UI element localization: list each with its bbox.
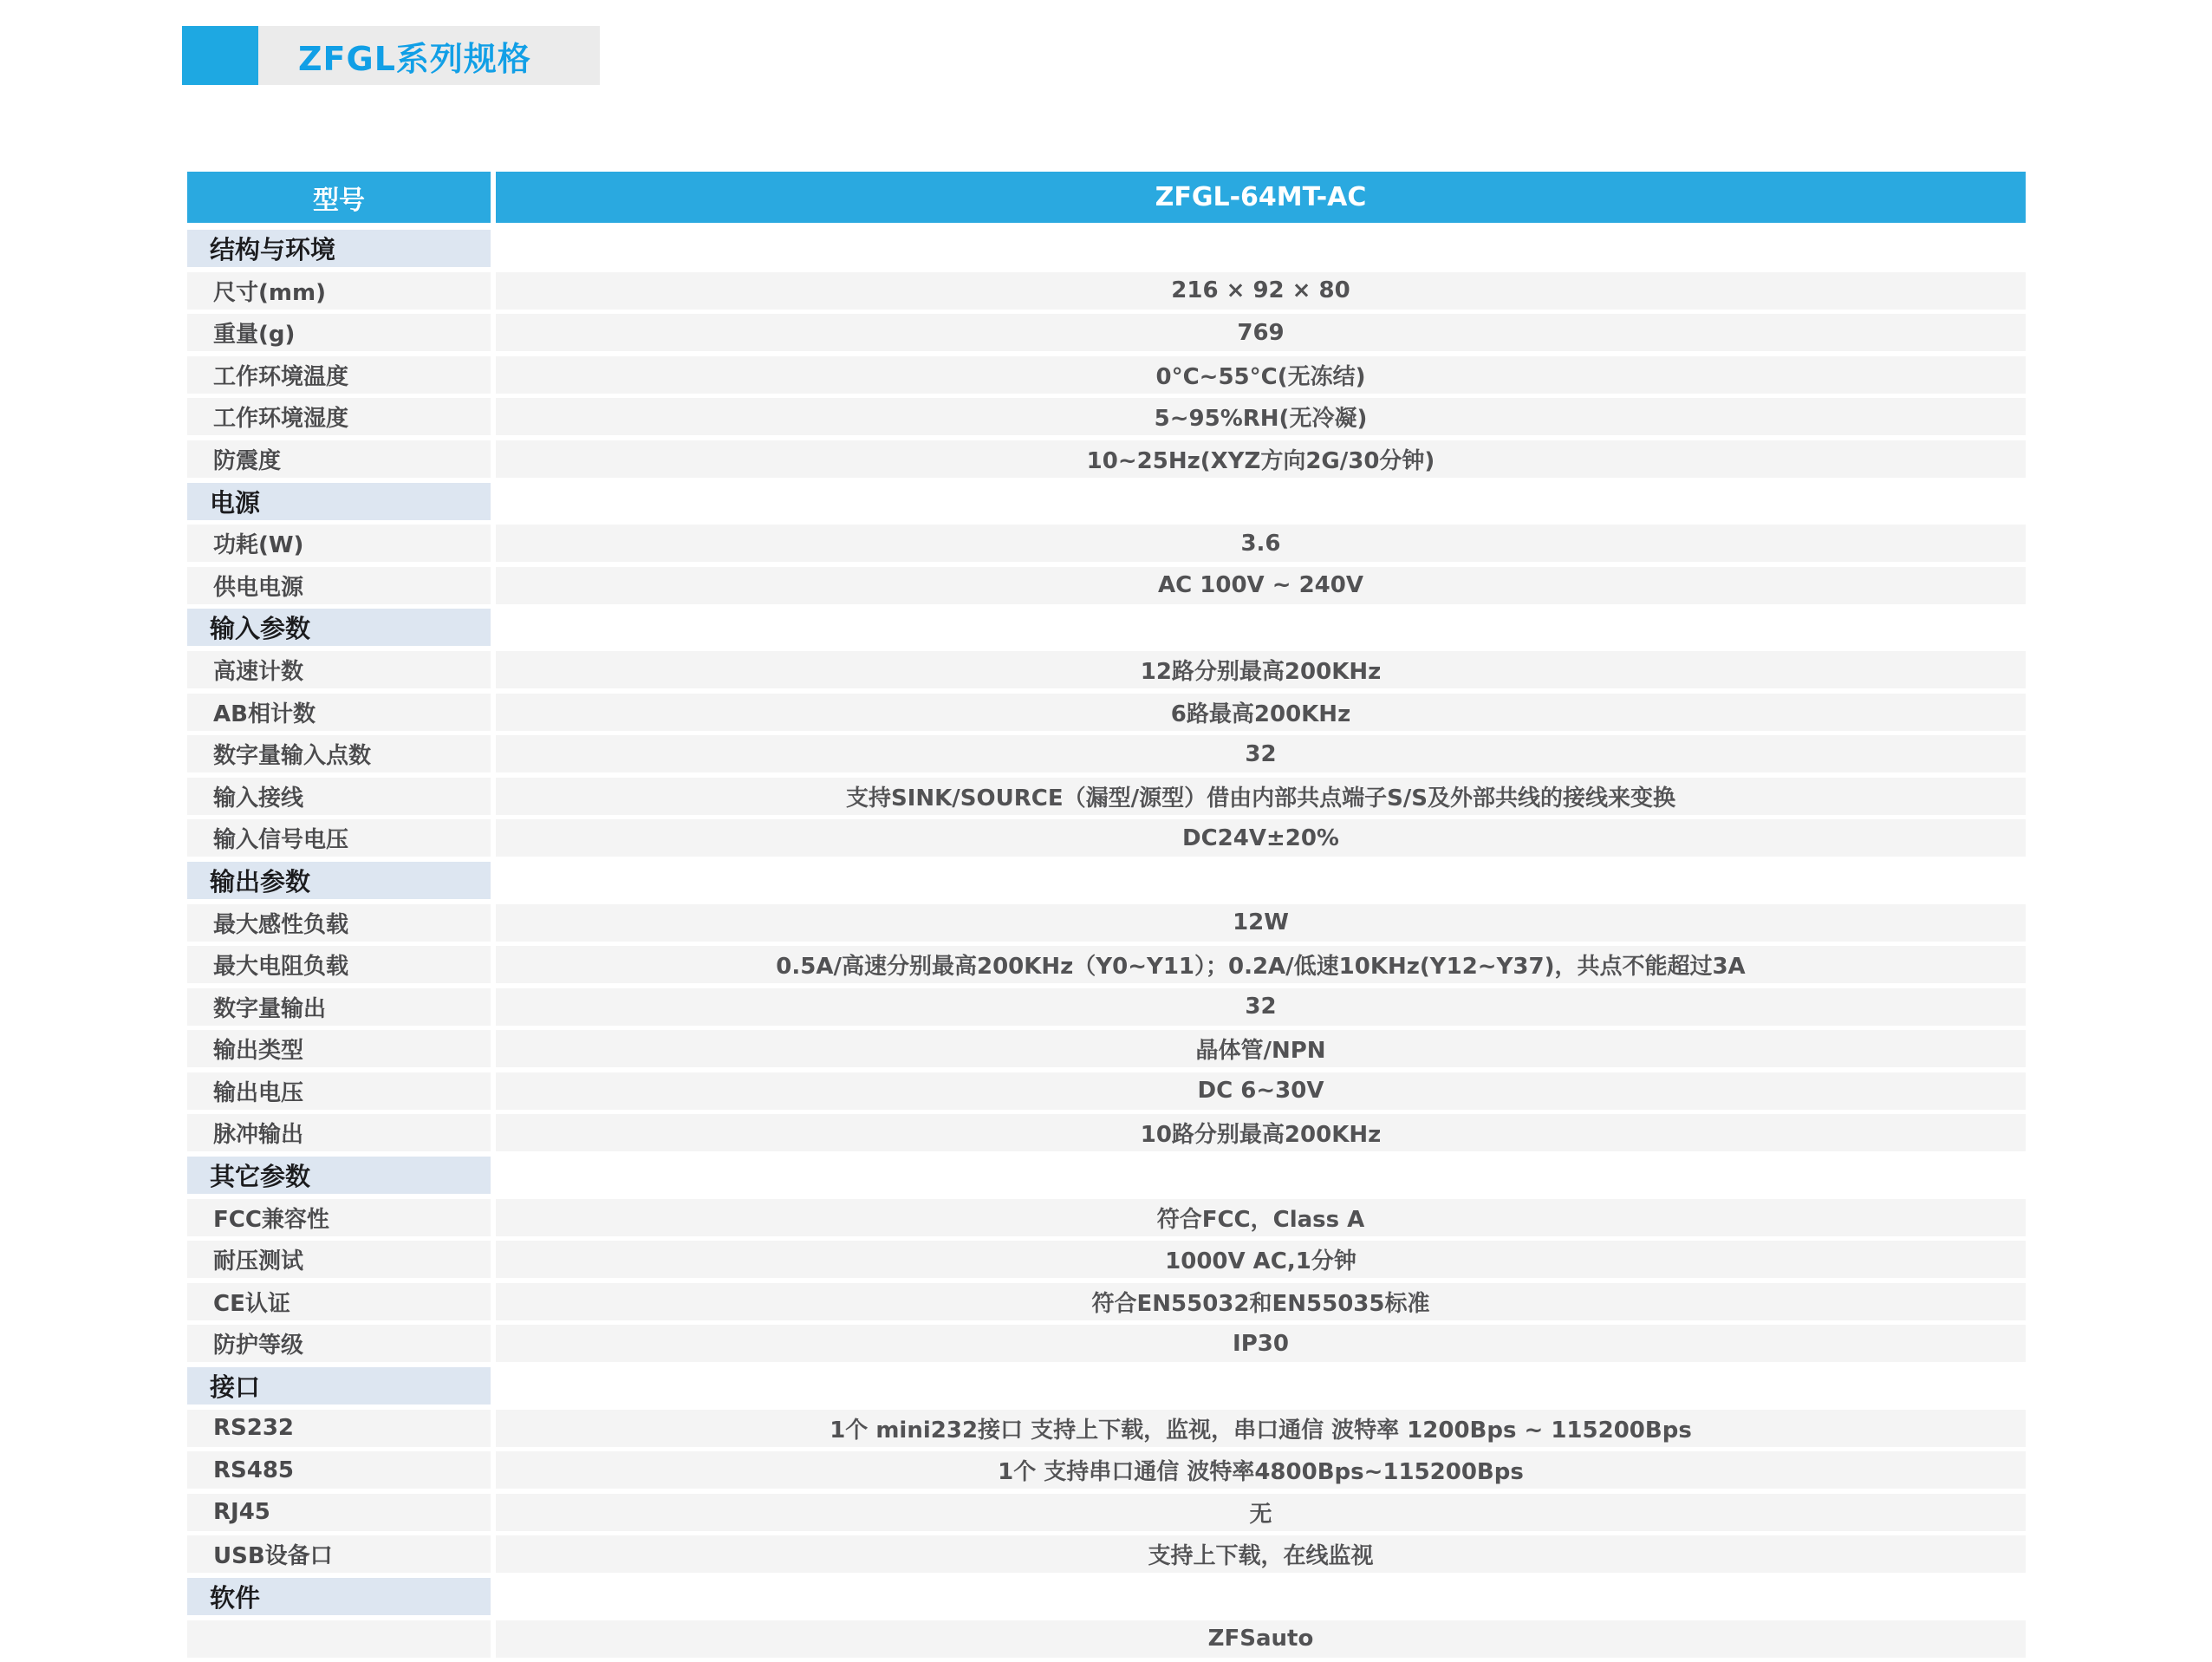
row-label-cell: 重量(g): [187, 314, 491, 351]
table-row: [187, 819, 2026, 857]
row-label-cell: 工作环境温度: [187, 356, 491, 394]
section-header-cell: 输出参数: [187, 862, 491, 899]
row-value-cell: 769: [496, 314, 2026, 351]
row-label-cell: 供电电源: [187, 567, 491, 604]
row-value-cell: 3.6: [496, 525, 2026, 562]
row-label-cell: [187, 1620, 491, 1658]
row-label-cell: 数字量输出: [187, 988, 491, 1026]
table-row: [187, 1199, 2026, 1236]
section-row: [187, 230, 2026, 267]
row-value-cell: 0.5A/高速分别最高200KHz（Y0~Y11）；0.2A/低速10KHz(Y12~Y37)，共点不能超过3A: [496, 946, 2026, 983]
row-value-cell: 5~95%RH(无冷凝): [496, 398, 2026, 435]
row-label-cell: 最大电阻负载: [187, 946, 491, 983]
row-value-cell: 支持SINK/SOURCE（漏型/源型）借由内部共点端子S/S及外部共线的接线来变换: [496, 778, 2026, 815]
row-value-cell: 晶体管/NPN: [496, 1030, 2026, 1067]
row-value-cell: 0°C~55°C(无冻结): [496, 356, 2026, 394]
row-value-cell: 12路分别最高200KHz: [496, 651, 2026, 688]
spec-rows-container: [187, 230, 2026, 1658]
model-header-cell: 型号: [187, 172, 491, 223]
table-row: [187, 1451, 2026, 1489]
row-value-cell: 1个 mini232接口 支持上下载，监视，串口通信 波特率 1200Bps ~ 115200Bps: [496, 1410, 2026, 1447]
row-value-cell: IP30: [496, 1325, 2026, 1362]
row-label-cell: 输入信号电压: [187, 819, 491, 857]
row-label-cell: 输入接线: [187, 778, 491, 815]
section-header-cell: 其它参数: [187, 1157, 491, 1194]
row-label-cell: USB设备口: [187, 1535, 491, 1573]
row-value-cell: 32: [496, 735, 2026, 772]
section-spacer-cell: [496, 230, 2026, 267]
section-row: [187, 609, 2026, 646]
table-row: [187, 567, 2026, 604]
title-accent-square: [182, 26, 258, 85]
row-label-cell: 最大感性负载: [187, 904, 491, 942]
table-row: [187, 735, 2026, 772]
section-row: [187, 1578, 2026, 1615]
table-row: [187, 778, 2026, 815]
spec-table: [187, 172, 2026, 1662]
row-value-cell: 1个 支持串口通信 波特率4800Bps~115200Bps: [496, 1451, 2026, 1489]
section-header-cell: 电源: [187, 483, 491, 520]
row-value-cell: 符合FCC，Class A: [496, 1199, 2026, 1236]
row-value-cell: 无: [496, 1494, 2026, 1531]
section-spacer-cell: [496, 1578, 2026, 1615]
row-label-cell: 功耗(W): [187, 525, 491, 562]
table-row: [187, 1410, 2026, 1447]
row-label-cell: 高速计数: [187, 651, 491, 688]
page-title: ZFGL系列规格: [298, 39, 531, 78]
row-value-cell: DC 6~30V: [496, 1072, 2026, 1110]
row-value-cell: DC24V±20%: [496, 819, 2026, 857]
table-row: [187, 525, 2026, 562]
row-label-cell: 耐压测试: [187, 1241, 491, 1278]
row-value-cell: 6路最高200KHz: [496, 694, 2026, 731]
section-header-cell: 结构与环境: [187, 230, 491, 267]
row-value-cell: 32: [496, 988, 2026, 1026]
row-value-cell: AC 100V ~ 240V: [496, 567, 2026, 604]
section-spacer-cell: [496, 1157, 2026, 1194]
table-row: [187, 1535, 2026, 1573]
table-row: [187, 1283, 2026, 1320]
table-row: [187, 1241, 2026, 1278]
row-label-cell: CE认证: [187, 1283, 491, 1320]
row-label-cell: 尺寸(mm): [187, 272, 491, 310]
row-label-cell: 输出类型: [187, 1030, 491, 1067]
section-row: [187, 1157, 2026, 1194]
row-label-cell: 输出电压: [187, 1072, 491, 1110]
table-row: [187, 694, 2026, 731]
row-label-cell: FCC兼容性: [187, 1199, 491, 1236]
table-row: [187, 398, 2026, 435]
section-spacer-cell: [496, 1367, 2026, 1405]
table-row: [187, 1114, 2026, 1151]
row-value-cell: 符合EN55032和EN55035标准: [496, 1283, 2026, 1320]
section-row: [187, 1367, 2026, 1405]
title-bar: [258, 26, 600, 85]
row-value-cell: 10路分别最高200KHz: [496, 1114, 2026, 1151]
row-label-cell: 防震度: [187, 440, 491, 478]
row-value-cell: 12W: [496, 904, 2026, 942]
table-row: [187, 651, 2026, 688]
table-row: [187, 440, 2026, 478]
table-row: [187, 1494, 2026, 1531]
table-row: [187, 1030, 2026, 1067]
table-row: [187, 946, 2026, 983]
table-header-row: [187, 172, 2026, 223]
table-row: [187, 314, 2026, 351]
section-spacer-cell: [496, 609, 2026, 646]
section-header-cell: 软件: [187, 1578, 491, 1615]
row-value-cell: 支持上下载，在线监视: [496, 1535, 2026, 1573]
row-value-cell: 1000V AC,1分钟: [496, 1241, 2026, 1278]
table-row: [187, 904, 2026, 942]
section-spacer-cell: [496, 862, 2026, 899]
row-label-cell: RS485: [187, 1451, 491, 1489]
row-label-cell: RJ45: [187, 1494, 491, 1531]
section-row: [187, 862, 2026, 899]
table-row: [187, 988, 2026, 1026]
row-value-cell: ZFSauto: [496, 1620, 2026, 1658]
model-value-header-cell: ZFGL-64MT-AC: [496, 172, 2026, 223]
table-row: [187, 1620, 2026, 1658]
section-header-cell: 接口: [187, 1367, 491, 1405]
table-row: [187, 1325, 2026, 1362]
row-label-cell: 工作环境湿度: [187, 398, 491, 435]
row-label-cell: 防护等级: [187, 1325, 491, 1362]
table-row: [187, 356, 2026, 394]
row-value-cell: 216 × 92 × 80: [496, 272, 2026, 310]
row-label-cell: 脉冲输出: [187, 1114, 491, 1151]
table-row: [187, 1072, 2026, 1110]
section-header-cell: 输入参数: [187, 609, 491, 646]
section-row: [187, 483, 2026, 520]
row-label-cell: 数字量输入点数: [187, 735, 491, 772]
row-label-cell: RS232: [187, 1410, 491, 1447]
row-value-cell: 10~25Hz(XYZ方向2G/30分钟): [496, 440, 2026, 478]
row-label-cell: AB相计数: [187, 694, 491, 731]
table-row: [187, 272, 2026, 310]
section-spacer-cell: [496, 483, 2026, 520]
